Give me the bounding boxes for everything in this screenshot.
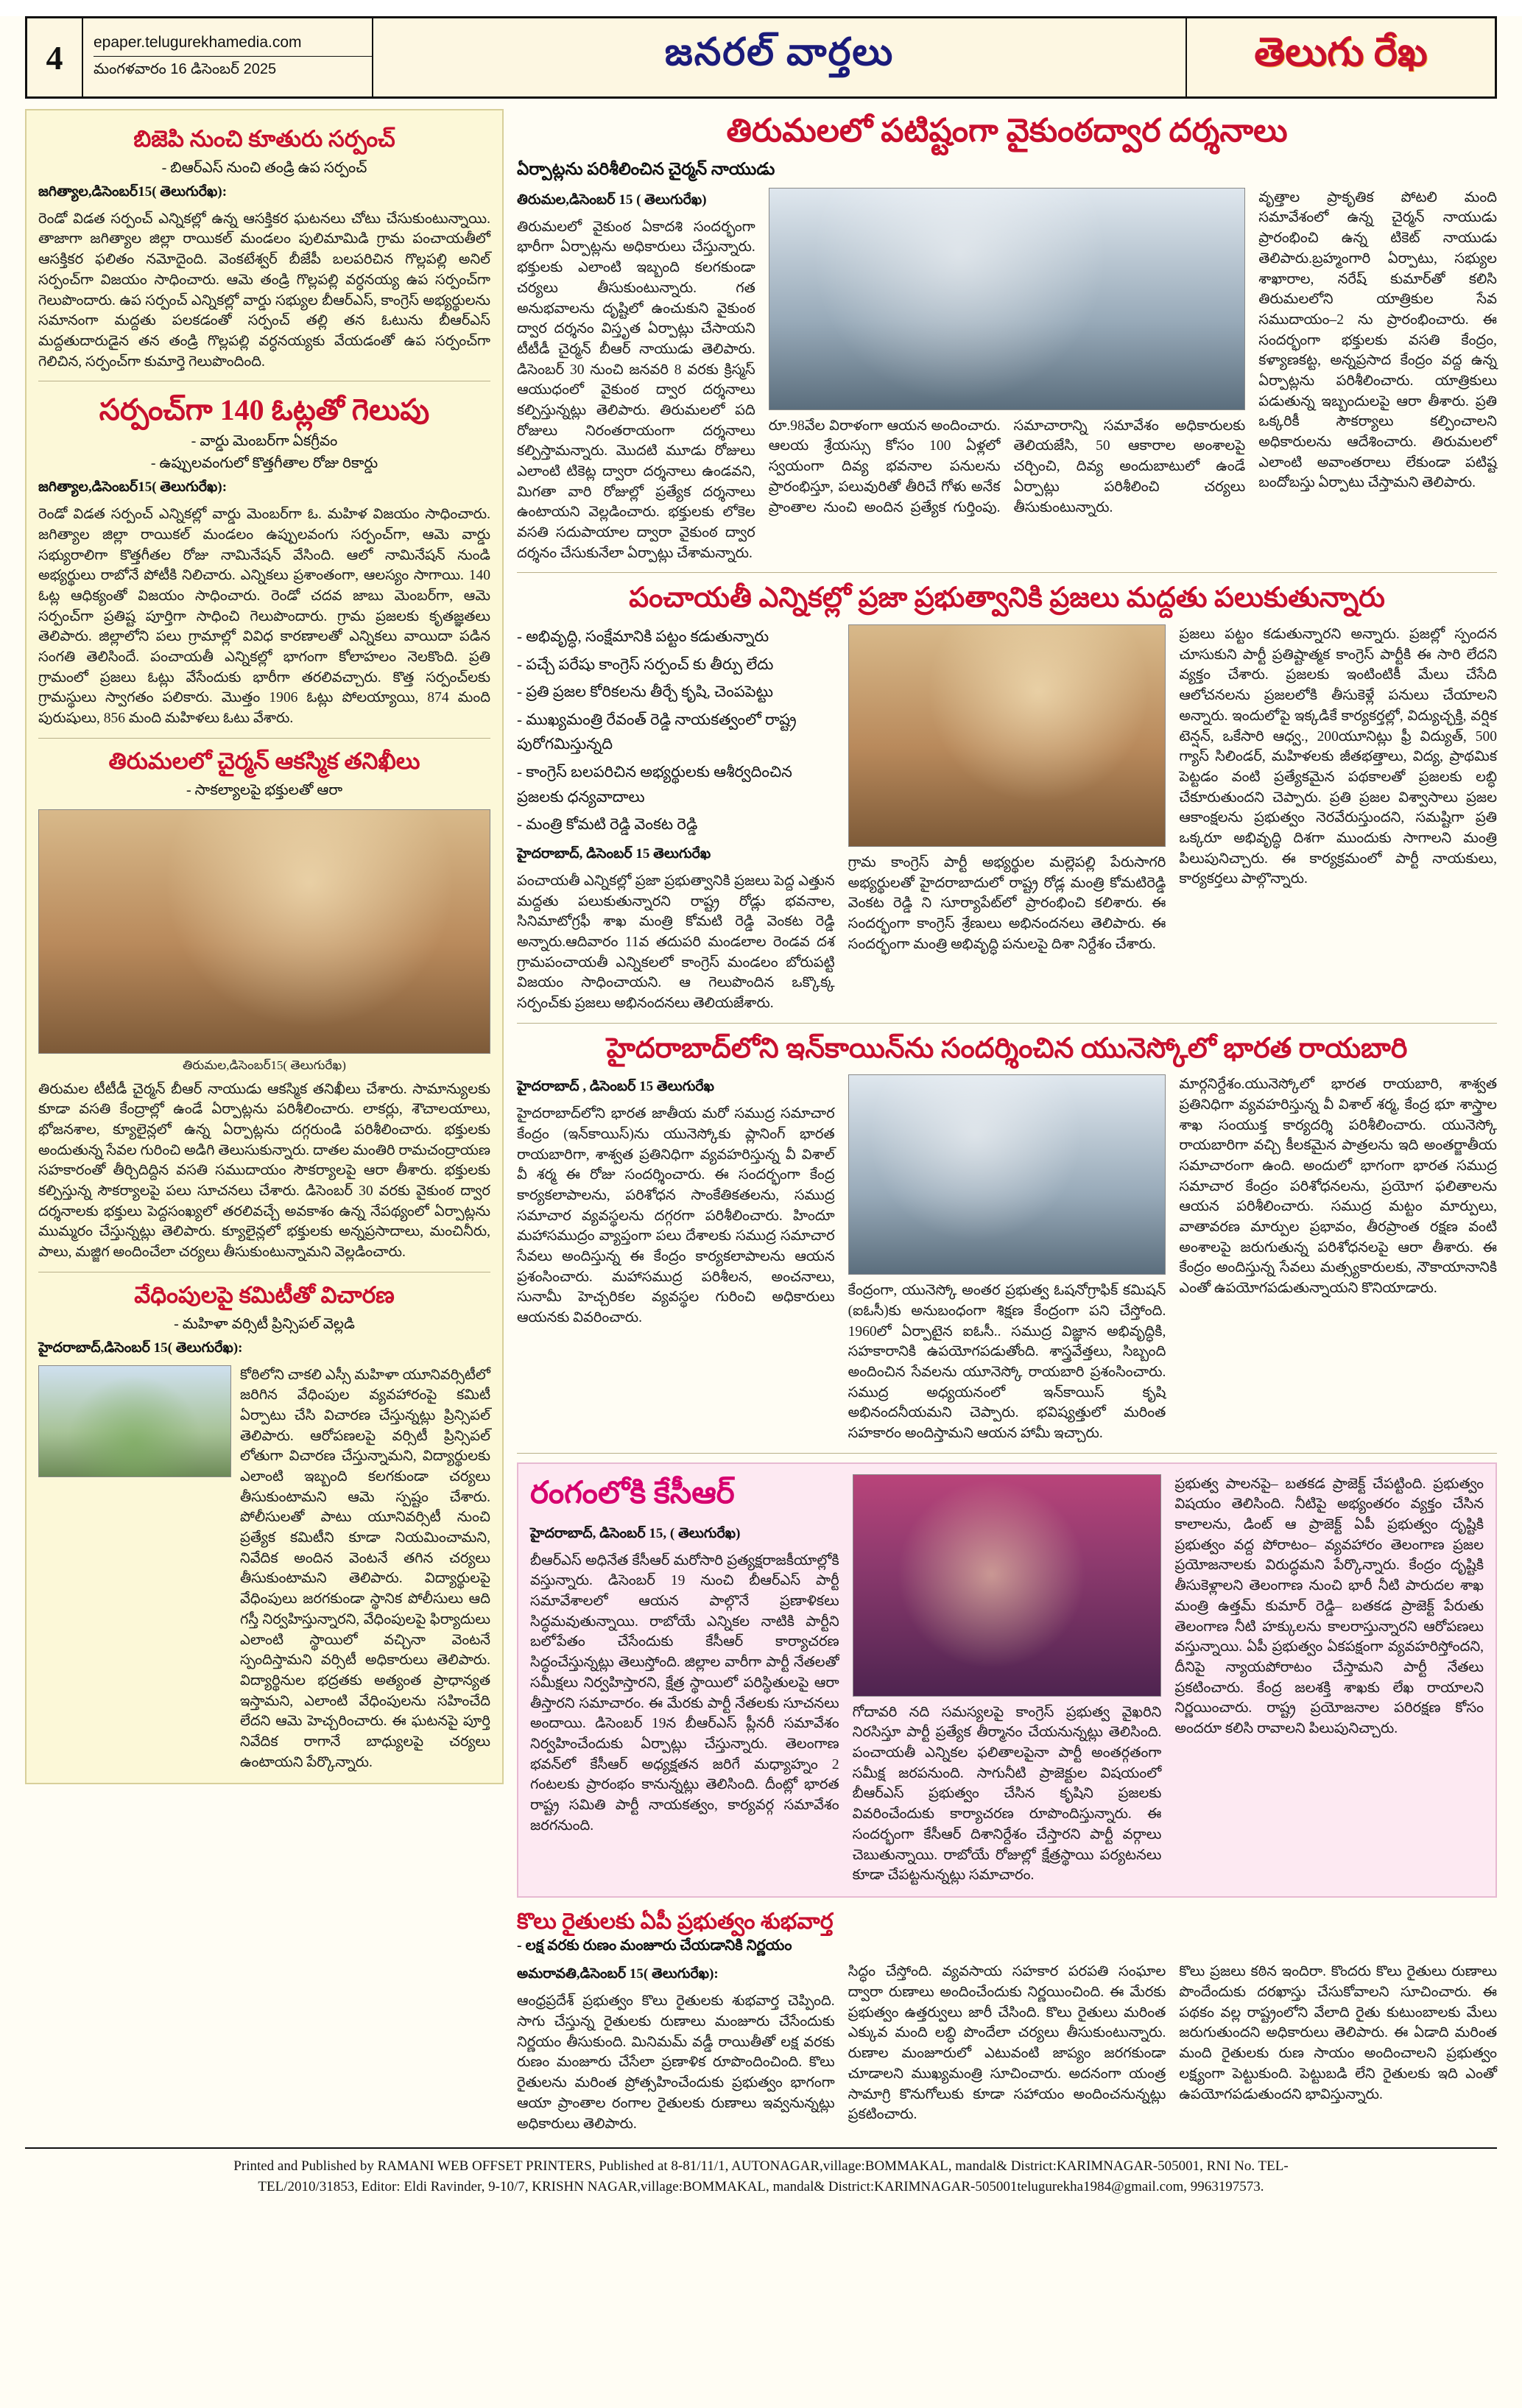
bullet-list (517, 624, 835, 837)
headline: వేధింపులపై కమిటీతో విచారణ (134, 1281, 395, 1308)
article-body-col2: గోదావరి నది సమస్యలపై కాంగ్రెస్ ప్రభుత్వ వైఖరిని నిరసిస్తూ పార్టీ ప్రత్యేక తీర్మానం చేయనున్నట్లు తెలిసింది. పంచాయతీ ఎన్నికల ఫలితాలపైనా పార్టీ అంతర్గతంగా సమీక్ష జరపనుంది. సాగునీటి ప్రాజెక్టుల విషయంలో బీఆర్ఎస్ ప్రభుత్వం చేసిన కృషిని ప్రజలకు వివరించేందుకు కార్యాచరణ రూపొందిస్తున్నారు. ఈ సందర్భంగా కేసీఆర్ దిశానిర్దేశం చేస్తారని పార్టీ వర్గాలు చెబుతున్నాయి. రాబోయే రోజుల్లో క్షేత్రస్థాయి పర్యటనలు కూడా చేపట్టనున్నట్లు సమాచారం. (852, 1704, 1162, 1884)
article-body-col2: రూ.98వేల విరాళంగా ఆయన అందించారు. ఆలయ శ్రేయస్సు కోసం 100 ఏళ్లలో స్వయంగా దివ్య భవనాల పనులను ప్రారంభిస్తూ, పలువురితో తీరిచే గోళు అనేక ప్రాంతాల నుంచి అందిన ప్రత్యేక గుర్తింపు. సమాచారాన్ని సమావేశం అధికారులకు తెలియజేసి, 50 ఆకారాల అంశాలపై చర్చించి, దివ్య అందుబాటులో ఉండే ఏర్పాట్లు పరిశీలించి చర్యలు తీసుకుంటున్నారు. (768, 418, 1246, 515)
divider (517, 1453, 1497, 1454)
byline: హైదరాబాద్,డిసెంబర్ 15( తెలుగురేఖ): (38, 1339, 243, 1356)
article-photo (848, 1074, 1166, 1275)
bullet-item: - ముఖ్యమంత్రి రేవంత్ రెడ్డి నాయకత్వంలో రాష్ట్ర పురోగమిస్తున్నది (517, 710, 797, 753)
article-photo (769, 188, 1246, 410)
epaper-url[interactable]: epaper.telugurekhamedia.com (94, 34, 372, 57)
brand-logo: తెలుగు రేఖ (1254, 30, 1428, 74)
article-body: తిరుమల టీటీడీ చైర్మన్ బీఆర్ నాయుడు ఆకస్మిక తనిఖీలు చేశారు. సామాన్యులకు కూడా వసతి కేంద్రాల్లో ఉండే ఏర్పాట్లను పరిశీలించారు. లాకర్లు, శౌచాలయాలు, భోజనశాల, క్యూలైన్లలో ఉన్న ఏర్పాట్లను దగ్గరుండి పరిశీలించారు. భక్తులకు అందుతున్న సేవల గురించి అడిగి తెలుసుకున్నారు. దాతల మంతిరి రామచంద్రాయణ సహకారంతో తీర్చిదిద్దిన వసతి సముదాయం సౌకర్యాలపై ఆరా తీశారు. భక్తులకు కల్పిస్తున్న సౌకర్యాలపై పలు సూచనలు చేశారు. డిసెంబర్ 30 వరకు వైకుంఠ ద్వార దర్శనాలకు భక్తులు పెద్దసంఖ్యలో తరలివచ్చే అవకాశం ఉన్న నేపథ్యంలో ఏర్పాట్లను ముమ్మరం చేస్తున్నట్లు తెలిపారు. క్యూలైన్లలో భక్తులకు అన్నప్రసాదాలు, మంచినీరు, పాలు, మజ్జిగ అందించేలా చర్యలు తీసుకుంటున్నామని వెల్లడించారు. (38, 1081, 490, 1261)
article-panchayat-public-support (517, 582, 1497, 1013)
headline: రంగంలోకి కేసీఆర్ (530, 1476, 735, 1510)
subhead-1: - వార్డు మెంబర్‌గా ఏకగ్రీవం (191, 433, 338, 450)
article-body: కోఠిలోని చాకలి ఎస్సీ మహిళా యూనివర్సిటీలో జరిగిన వేధింపుల వ్యవహారంపై కమిటీ ఏర్పాటు చేసి విచారణ చేస్తున్నట్లు ప్రిన్సిపల్ తెలిపారు. ఆరోపణలపై వర్సిటీ ప్రిన్సిపల్ లోతుగా విచారణ చేస్తున్నామని, విద్యార్థులకు ఎలాంటి ఇబ్బంది కలగకుండా చర్యలు తీసుకుంటామని ఆమె స్పష్టం చేశారు. పోలీసులతో పాటు యూనివర్సిటీ నుంచి ప్రత్యేక కమిటీని కూడా నియమించామని, నివేదిక అందిన వెంటనే తగిన చర్యలు తీసుకుంటామని తెలిపారు. విద్యార్థులపై వేధింపులు జరగకుండా స్థానిక పోలీసులు ఆది గస్తీ నిర్వహిస్తున్నారని, వేధింపులపై ఫిర్యాదులు ఎలాంటి స్థాయిలో వచ్చినా వెంటనే స్పందిస్తామని వర్సిటీ అధికారులు తెలిపారు. విద్యార్థినుల భద్రతకు అత్యంత ప్రాధాన్యత ఇస్తామని, ఎలాంటి వేధింపులను సహించేది లేదని ఆమె హెచ్చరించారు. ఈ ఘటనపై పూర్తి నివేదిక రాగానే బాధ్యులపై చర్యలు ఉంటాయని పేర్కొన్నారు. (240, 1367, 490, 1770)
article-body: రెండో విడత సర్పంచ్ ఎన్నికల్లో వార్డు మెంబర్‌గా ఓ. మహిళ విజయం సాధించారు. జగిత్యాల జిల్లా రాయికల్ మండలం ఉప్పులవంగు సర్పంచ్‌గా, ఆమె వార్డు సభ్యురాలిగా కొత్తగీతల రోజు నామినేషన్ వేసింది. ఆలో నామినేషన్ నుండి అభ్యర్థులు రాబోనే పోటీకి నిలిచారు. ఎన్నికలు ప్రశాంతంగా, ఆలస్యం సాగాయి. 140 ఓట్ల ఆధిక్యంతో విజయం సాధించారు. రెండో చదవ జాబు మెంబర్‌గా, ఆమె సర్పంచ్‌గా ప్రతిష్ట పూర్తిగా సాధించి గెలుపొందారు. గ్రామ ప్రజలకు కృతజ్ఞతలు తెలిపారు. జిల్లాలోని పలు గ్రామాల్లో వివిధ కారణాలతో ఎన్నికలు వాయిదా పడిన సంగతి తెలిసిందే. పంచాయతీ ఎన్నికల్లో భాగంగా కోలాహలం నెలకొంది. ప్రతి గ్రామంలో ప్రజలు ఓట్లు వేసేందుకు భారీగా తరలివచ్చారు. కొత్త సర్పంచ్‌లకు గ్రామస్థులు స్వాగతం పలికారు. మొత్తం 1906 ఓట్లు పోలయ్యాయి, 874 మంది పురుషులు, 856 మంది మహిళలు ఓటు వేశారు. (38, 507, 490, 727)
masthead (25, 16, 1497, 99)
subhead: ఏర్పాట్లను పరిశీలించిన చైర్మన్ నాయుడు (517, 159, 775, 178)
photo-caption: గ్రామ కాంగ్రెస్ పార్టీ అభ్యర్థుల మల్లెపల్లి పేరుసాగరి అభ్యర్థులతో హైదరాబాదులో రాష్ట్ర రోడ్ల మంత్రి కోమటిరెడ్డి వెంకట రెడ్డి ని సూర్యాపేట్‌లో ప్రారంభించి కలిశారు. ఈ సందర్భంగా కాంగ్రెస్ శ్రేణులు అభినందనలు తెలిపారు. ఈ సందర్భంగా మంత్రి అభివృద్ధి పనులపై దిశా నిర్దేశం చేశారు. (848, 855, 1166, 952)
article-body: రెండో విడత సర్పంచ్ ఎన్నికల్లో ఉన్న ఆసక్తికర ఘటనలు చోటు చేసుకుంటున్నాయి. తాజాగా జగిత్యాల జిల్లా రాయికల్ మండలం పులిమామిడి గ్రామ పంచాయతీలో ఆసక్తికర ఫలితం నమోదైంది. వెంకటేశ్వర్ బీజేపీ బలపరిచిన గొల్లపల్లి అనిల్ సర్పంచ్‌గా విజయం సాధించారు. ఆమె తండ్రి గొల్లపల్లి వర్ధనయ్య ఉప సర్పంచ్‌గా గెలుపొందారు. ఉప సర్పంచ్ ఎన్నికల్లో వార్డు సభ్యుల బీఆర్ఎస్, కాంగ్రెస్ అభ్యర్థులను సమానంగా మద్దతు పలకడంతో సర్పంచ్ తల్లి తన ఓటును బీఆర్ఎస్ మద్దతుదారుడైన తన తండ్రి గొల్లపల్లి వర్ధనయ్యకు వేయడంతో ఉప సర్పంచ్‌గా గెలిచిన, సర్పంచ్‌గా కుమార్తె గెలుపొందింది. (38, 211, 490, 370)
headline: సర్పంచ్‌గా 140 ఓట్లతో గెలుపు (99, 393, 430, 427)
headline: తిరుమలలో చైర్మన్ ఆకస్మిక తనిఖీలు (108, 747, 420, 774)
subhead: - బిఆర్ఎస్ నుంచి తండ్రి ఉప సర్పంచ్ (161, 159, 367, 176)
article-body-col3: మార్గనిర్దేశం.యునెస్కోలో భారత రాయబారి, శాశ్వత ప్రతినిధిగా వ్యవహరిస్తున్న వీ విశాల్ శర్మ, కేంద్ర భూ శాస్త్రాల శాఖ సంయుక్త కార్యదర్శి పరిశీలించారు. యునెస్కో రాయబారిగా వచ్చి కీలకమైన పాత్రలను ఇది అంతర్జాతీయ సమాచారంగా ఉంది. అందులో భాగంగా భారత సముద్ర సమాచార కేంద్రం పరిశోధనలను, ప్రయోగ ఫలితాలను ఆయన పరిశీలించారు. సముద్ర మట్టం మార్పులు, వాతావరణ మార్పుల ప్రభావం, తీరప్రాంత రక్షణ వంటి అంశాలపై జరుగుతున్న పరిశోధనలపై ఆరా తీశారు. ఈ కేంద్రం అందిస్తున్న సేవలు మత్స్యకారులకు, నౌకాయానానికి ఎంతో ఉపయోగపడుతున్నాయని కొనియాడారు. (1179, 1077, 1498, 1297)
divider (38, 738, 490, 739)
article-sarpanch-140-votes (38, 392, 490, 729)
bullet-item: - పచ్చే పరేషు కాంగ్రెస్ సర్పంచ్ కు తీర్పు లేదు (517, 655, 774, 673)
article-body-col2: కేంద్రంగా, యునెస్కో అంతర ప్రభుత్వ ఓషనోగ్రాఫిక్ కమిషన్ (ఐఓసీ)కు అనుబంధంగా శిక్షణ కేంద్రంగా పని చేస్తోంది. 1960లో ఏర్పాటైన ఐఓసీ.. సముద్ర విజ్ఞాన అభివృద్ధికి, సహకారానికి ఉపయోగపడుతోంది. శాస్త్రవేత్తలు, సిబ్బంది అందించిన సేవలను యూనెస్కో రాయబారి ప్రశంసించారు. సముద్ర అధ్యయనంలో ఇన్‌కాయిస్ కృషి అభినందనీయమని చెప్పారు. భవిష్యత్తులో మరింత సహకారం అందిస్తామని ఆయన హామీ ఇచ్చారు. (848, 1283, 1166, 1442)
article-photo (38, 809, 490, 1054)
article-body-col1: తిరుమలలో వైకుంఠ ఏకాదశి సందర్భంగా భారీగా ఏర్పాట్లను అధికారులు చేస్తున్నారు. భక్తులకు ఎలాంటి ఇబ్బంది కలగకుండా చర్యలు తీసుకుంటున్నారు. గత అనుభవాలను దృష్టిలో ఉంచుకుని వైకుంఠ ద్వార దర్శనం విస్తృత ఏర్పాట్లు చేసాయని టీటీడీ చైర్మన్ బీఆర్ నాయుడు తెలిపారు. డిసెంబర్ 30 నుంచి జనవరి 8 వరకు క్రిస్మస్ ఆయుధంలో వైకుంఠ ద్వార దర్శనాలు కల్పిస్తున్నట్లు తెలిపారు. తిరుమలలో పది రోజులు నిరంతరాయంగా దర్శనాలు కల్పిస్తామన్నారు. మొదటి మూడు రోజులు ఎలాంటి టికెట్ల ద్వారా దర్శనాలు ఉండవని, మిగతా వారి రోజుల్లో ప్రత్యేక దర్శనాలు ఉంటాయని వెల్లడించారు. భక్తులకు లోకెల వసతి సదుపాయాల ద్వారా వైకుంఠ ద్వార దర్శనం చేసుకునేలా ఏర్పాట్లు చేశామన్నారు. (517, 219, 755, 561)
bullet-item: - మంత్రి కోమటి రెడ్డి వెంకట రెడ్డి (517, 815, 698, 834)
article-photo (848, 624, 1166, 847)
article-body-col2: సిద్ధం చేస్తోంది. వ్యవసాయ సహకార పరపతి సంఘాల ద్వారా రుణాలు అందించేందుకు నిర్ణయించింది. ఈ మేరకు ప్రభుత్వం ఉత్తర్వులు జారీ చేసింది. కొలు రైతులు మరింత ఎక్కువ మంది లబ్ధి పొందేలా చర్యలు తీసుకుంటున్నారు. రుణాల మంజూరులో ఎటువంటి జాప్యం జరగకుండా చూడాలని ముఖ్యమంత్రి సూచించారు. అదనంగా యంత్ర సామాగ్రి కొనుగోలుకు కూడా సహాయం అందించనున్నట్లు ప్రకటించారు. (848, 1964, 1166, 2123)
headline: కొలు రైతులకు ఏపీ ప్రభుత్వం శుభవార్త (517, 1909, 834, 1934)
article-tirumala-chairman-inspection (38, 747, 490, 1263)
subhead: - లక్ష వరకు రుణం మంజూరు చేయడానికి నిర్ణయం (517, 1937, 792, 1954)
headline: పంచాయతీ ఎన్నికల్లో ప్రజా ప్రభుత్వానికి ప్రజలు మద్దతు పలుకుతున్నారు (629, 582, 1385, 614)
article-body-col1: బీఆర్ఎస్ అధినేత కేసీఆర్ మరోసారి ప్రత్యక్షరాజకీయాల్లోకి వస్తున్నారు. డిసెంబర్ 19 నుంచి బీఆర్ఎస్ పార్టీ సమావేశాలలో ఆయన పాల్గొనే ప్రణాళికలు సిద్ధమవుతున్నాయి. రాబోయే ఎన్నికల నాటికి పార్టీని బలోపేతం చేసేందుకు కేసీఆర్ కార్యాచరణ సిద్ధంచేస్తున్నట్లు తెలుస్తోంది. జిల్లాల వారీగా పార్టీ నేతలతో సమీక్షలు నిర్వహిస్తారని, క్షేత్ర స్థాయిలో పరిస్థితులపై ఆరా తీస్తారని సమాచారం. ఈ మేరకు పార్టీ నేతలకు సూచనలు అందాయి. డిసెంబర్ 19న బీఆర్ఎస్ ప్లీనరీ సమావేశం నిర్వహించేందుకు ఏర్పాట్లు చేస్తున్నారు. తెలంగాణ భవన్‌లో కేసీఆర్ అధ్యక్షతన జరిగే మధ్యాహ్నం 2 గంటలకు ప్రారంభం కానున్నట్లు తెలిసింది. దీంట్లో భారత రాష్ట్ర సమితి పార్టీ నాయకత్వం, కార్యవర్గ సమావేశం జరగనుంది. (530, 1552, 839, 1834)
subhead: - మహిళా వర్సిటీ ప్రిన్సిపల్ వెల్లడి (174, 1315, 355, 1332)
photo-caption: తిరుమల,డిసెంబర్15( తెలుగురేఖ) (183, 1057, 346, 1072)
article-kcr-return (517, 1462, 1497, 1898)
article-harassment-committee (38, 1281, 490, 1773)
footer-line-2: TEL/2010/31853, Editor: Eldi Ravinder, 9-10/7, KRISHN NAGAR,village:BOMMAKAL, mandal& District:KARIMNAGAR-505001telugurekha1984@gmail.com, 9963197573. (258, 2178, 1264, 2194)
article-body-col3: ప్రభుత్వ పాలనపై– బతకడ ప్రాజెక్ట్ చేపట్టింది. ప్రభుత్వం విషయం తెలిసింది. నీటిపై అభ్యంతరం వ్యక్తం చేసిన కాలాలను, డింట్ ఆ ప్రాజెక్ట్ ఏపీ ప్రభుత్వం దృష్టికి ప్రభుత్వం వద్ద పోరాటం– వ్యవహారం తెలంగాణ ప్రజల ప్రయోజనాలకు విరుద్ధమని పేర్కొన్నారు. కేంద్రం దృష్టికి తీసుకెళ్లాలని తెలంగాణ నుంచి భారీ నీటి పారుదల శాఖ మంత్రి ఉత్తమ్ కుమార్ రెడ్డి– బతకడ ప్రాజెక్ట్ పేరుతు తెలంగాణ నీటి హక్కులను కాలరాస్తున్నారని ఆరోపణలు వస్తున్నాయి. ఏపీ ప్రభుత్వం ఏకపక్షంగా వ్యవహరిస్తోందని, దీనిపై న్యాయపోరాటం చేస్తామని పార్టీ నేతలు ప్రకటించారు. కేంద్ర జలశక్తి శాఖకు లేఖ రాయాలని నిర్ణయించారు. రాష్ట్ర ప్రయోజనాల పరిరక్షణ కోసం అందరూ కలిసి రావాలని పిలుపునిచ్చారు. (1174, 1476, 1484, 1736)
newspaper-page (0, 16, 1522, 2408)
article-body-col1: ఆంధ్రప్రదేశ్ ప్రభుత్వం కొలు రైతులకు శుభవార్త చెప్పింది. సాగు చేస్తున్న రైతులకు రుణాలు మంజూరు చేసేందుకు నిర్ణయం తీసుకుంది. మినిమమ్ వడ్డీ రాయితీతో లక్ష వరకు రుణం మంజూరు చేసేలా ప్రణాళిక రూపొందించింది. కొలు రైతులను మరింత ప్రోత్సహించేందుకు ప్రభుత్వం భాగంగా ఆయా ప్రాంతాల రంగాల రైతులకు రుణాలు ఇవ్వనున్నట్లు అధికారులు తెలిపారు. (517, 1993, 835, 2132)
headline: బిజెపి నుంచి కూతురు సర్పంచ్ (133, 126, 395, 152)
edition-date: మంగళవారం 16 డిసెంబర్ 2025 (94, 61, 277, 77)
article-photo (38, 1365, 231, 1477)
headline: తిరుమలలో పటిష్టంగా వైకుంఠద్వార దర్శనాలు (726, 113, 1288, 149)
subhead: - సాకల్యాలపై భక్తులతో ఆరా (186, 781, 343, 798)
article-photo (853, 1474, 1162, 1697)
article-unesco-incois-visit (517, 1032, 1497, 1444)
left-column (25, 109, 504, 1784)
bullet-item: - ప్రతి ప్రజల కోరికలను తీర్చే కృషి, చెంపపెట్టు (517, 683, 774, 701)
page-number: 4 (27, 18, 83, 96)
footer-line-1: Printed and Published by RAMANI WEB OFFSET PRINTERS, Published at 8-81/11/1, AUTONAGAR,village:BOMMAKAL, mandal& District:KARIMNAGAR-505001, RNI No. TEL- (233, 2158, 1289, 2175)
article-ap-farmer-loans (517, 1908, 1497, 2134)
footer-imprint (25, 2147, 1497, 2197)
article-bjp-daughter-sarpanch (38, 125, 490, 372)
article-body-col3: వృత్తాల ప్రాకృతిక పోటలి మంది సమావేశంలో ఉన్న చైర్మన్ నాయుడు ప్రారంభించి ఉన్న టికెట్ నాయుడు తెలిపారు.బ్రహ్మంగారి ఏర్పాటు, సభ్యుల శాఖారాల, నరేష్ కుమార్‌తో కలిసి తిరుమలలోని యాత్రికుల సేవ సముదాయం–2 ను ప్రారంభించారు. ఈ సందర్భంగా భక్తులకు వసతి కేంద్రం, కళ్యాణకట్ట, అన్నప్రసాద కేంద్రం వద్ద ఉన్న ఏర్పాట్లను పరిశీలించారు. యాత్రికులు పడుతున్న ఇబ్బందులపై ఆరా తీశారు. ప్రతి ఒక్కరికీ సౌకర్యాలు కల్పించాలని అధికారులను ఆదేశించారు. తిరుమలలో ఎలాంటి అవాంతరాలు లేకుండా పటిష్ట బందోబస్తు ఏర్పాటు చేస్తామని తెలిపారు. (1258, 189, 1497, 491)
bullet-item: - కాంగ్రెస్ బలపరిచిన అభ్యర్థులకు ఆశీర్వదించిన ప్రజలకు ధన్యవాదాలు (517, 763, 792, 806)
byline: జగిత్యాల,డిసెంబర్15( తెలుగురేఖ): (38, 183, 228, 200)
byline: హైదరాబాద్ , డిసెంబర్ 15 తెలుగురేఖ (517, 1079, 715, 1095)
byline: హైదరాబాద్, డిసెంబర్ 15 తెలుగురేఖ (517, 845, 711, 862)
byline: అమరావతి,డిసెంబర్ 15( తెలుగురేఖ): (517, 1966, 719, 1982)
right-column (504, 109, 1497, 2134)
article-tirumala-vaikuntha-darshan (517, 112, 1497, 563)
article-body-col1: పంచాయతీ ఎన్నికల్లో ప్రజా ప్రభుత్వానికి ప్రజలు పెద్ద ఎత్తున మద్దతు పలుకుతున్నారని రాష్ట్ర రోడ్లు భవనాల, సినిమాటోగ్రఫీ శాఖ మంత్రి కోమటి రెడ్డి వెంకట రెడ్డి అన్నారు.ఆదివారం 11వ తదుపరి మండలాల రెండవ దశ గ్రామపంచాయతీ ఎన్నికలలో కాంగ్రెస్ మండలం బోరుపట్టి విజయం సాధించాయని. ఆ గెలుపొందిన ఒక్కొక్క సర్పంచ్‌కు ప్రజలు అభినందనలు తెలియజేశారు. (517, 873, 835, 1011)
section-title: జనరల్ వార్తలు (664, 32, 895, 74)
page-content (25, 109, 1497, 2134)
article-body-col1: హైదరాబాద్‌లోని భారత జాతీయ మరో సముద్ర సమాచార కేంద్రం (ఇన్‌కాయిస్)ను యునెస్కోకు ప్లానింగ్ భారత రాయబారిగా, శాశ్వత ప్రతినిధిగా వ్యవహరిస్తున్న వీ విశాల్ వీ శర్మ ఈ రోజు సందర్శించారు. ఈ సందర్భంగా కేంద్ర కార్యకలాపాలను, పరిశోధన సాంకేతికతలను, సముద్ర సమాచార వ్యవస్థలను దగ్గరగా పరిశీలించారు. హిందూ మహాసముద్రం వ్యాప్తంగా పలు దేశాలకు సముద్ర సమాచార సేవలు అందిస్తున్న ఈ కేంద్రం కార్యకలాపాలను ఆయన ప్రశంసించారు. మహాసముద్ర పరిశీలన, అంచనాలు, సునామీ హెచ్చరికల వ్యవస్థల గురించి అధికారులు ఆయనకు వివరించారు. (517, 1106, 835, 1326)
article-body-col3: కొలు ప్రజలు కఠిన ఇందిరా. కొందరు కొలు రైతులు రుణాలు పొందేందుకు దరఖాస్తు చేసుకోవాలని సూచించారు. ఈ పథకం వల్ల రాష్ట్రంలోని వేలాది రైతు కుటుంబాలకు మేలు జరుగుతుందని అధికారులు తెలిపారు. ఈ ఏడాది మరింత మంది రైతులకు రుణ సాయం అందించాలని ప్రభుత్వం లక్ష్యంగా పెట్టుకుంది. పెట్టుబడి లేని రైతులకు ఇది ఎంతో ఉపయోగపడుతుందని భావిస్తున్నారు. (1179, 1964, 1498, 2102)
byline: హైదరాబాద్, డిసెంబర్ 15, ( తెలుగురేఖ) (530, 1525, 741, 1541)
divider (517, 1023, 1497, 1024)
divider (517, 572, 1497, 573)
byline: తిరుమల,డిసెంబర్ 15 ( తెలుగురేఖ) (517, 191, 707, 208)
bullet-item: - అభివృద్ధి, సంక్షేమానికి పట్టం కడుతున్నారు (517, 627, 769, 646)
headline: హైదరాబాద్‌లోని ఇన్‌కాయిన్‌ను సందర్శించిన యునెస్కోలో భారత రాయబారి (606, 1032, 1408, 1064)
subhead-2: - ఉప్పులవంగులో కొత్తగీతాల రోజు రికార్డు (150, 455, 378, 472)
masthead-left (27, 18, 373, 96)
article-body-col3: ప్రజలు పట్టం కడుతున్నారని అన్నారు. ప్రజల్లో స్పందన చూసుకుని పార్టీ ప్రతిష్టాత్మక కాంగ్రెస్ పార్టీకి ఈ సారి లేదని వ్యక్తం చేశారు. ప్రజలకు ఇంటింటికీ మేలు చేసేది ఆలోచనలను ప్రజలలోకి తీసుకెళ్లే పనులు చేయాలని అన్నారు. ఇందులోపై ఇక్కడికే కార్యకర్తల్లో, విద్యుచ్ఛక్తి, వర్షిక టెన్షన్, ఒకేసారి ఆధ్వ., 200యూనిట్లు ఫ్రీ విద్యుత్, 500 గ్యాస్ సిలిండర్, మహిళలకు జీతభత్తాలు, విద్య, ప్రాథమిక పెట్టడం వంటి ప్రత్యేకమైన పథకాలతో ప్రజలకు లబ్ధి చేకూరుతుందని చెప్పారు. ప్రతి ప్రజల విశ్వాసాలు ప్రజల ఆకాంక్షలను ప్రభుత్వం నెరవేరుస్తుందని, సమష్టిగా ప్రతి ఒక్కరూ అభివృద్ధి దిశగా ముందుకు సాగాలని మంత్రి పిలుపునిచ్చారు. ఈ కార్యక్రమంలో పార్టీ నాయకులు, కార్యకర్తలు పాల్గొన్నారు. (1179, 627, 1498, 887)
byline: జగిత్యాల,డిసెంబర్15( తెలుగురేఖ): (38, 479, 228, 496)
masthead-right (1185, 18, 1495, 96)
